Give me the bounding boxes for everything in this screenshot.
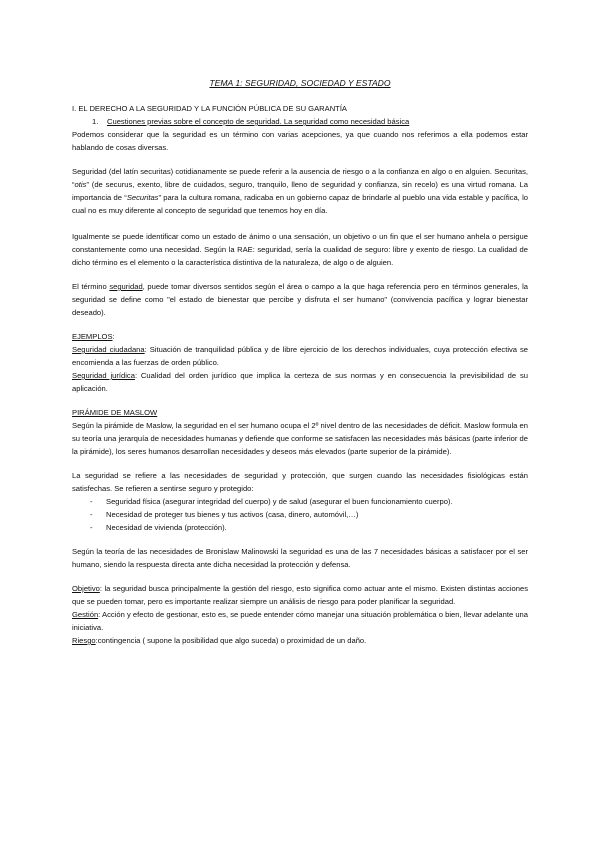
- paragraph-termino: [72, 280, 528, 319]
- text-run: :: [112, 332, 115, 341]
- example-label: Seguridad jurídica: [72, 371, 135, 380]
- paragraph-intro: Podemos considerar que la seguridad es un término con varias acepciones, ya que cuando nos referimos a ella podemos estar hablando de cosas diversas.: [72, 130, 528, 152]
- paragraph-proteccion: La seguridad se refiere a las necesidades de seguridad y protección, que surgen cuando las necesidades fisiológicas están satisfechas. Se refieren a sentirse seguro y protegido:: [72, 471, 528, 493]
- definition-objetivo: [72, 582, 528, 608]
- definition-label: Gestión: [72, 610, 99, 619]
- dash-bullet: -: [90, 510, 93, 519]
- definition-label: Objetivo: [72, 584, 100, 593]
- example-seguridad-juridica: [72, 369, 528, 395]
- text-run-italic: otis: [74, 180, 87, 189]
- text-run: Seguridad (del latín securitas) cotidianamente se puede referir a la ausencia de riesgo o a la confianza en algo o en alguien. Securitas, “: [72, 167, 528, 189]
- definition-text: : la seguridad busca principalmente la gestión del riesgo, esto significa como actuar ante el mismo. Existen distintas acciones que se pueden tomar, pero es importante realizar siempre un análisis de riesgo para poder planificar la seguridad.: [72, 584, 528, 606]
- ejemplos-heading: [72, 330, 528, 343]
- definition-riesgo: [72, 634, 528, 647]
- definition-label: Riesgo: [72, 636, 96, 645]
- definition-text: : Acción y efecto de gestionar, esto es, se puede entender cómo manejar una situación problemática o bien, llevar adelante una iniciativa.: [72, 610, 528, 632]
- example-seguridad-ciudadana: [72, 343, 528, 369]
- ejemplos-label: EJEMPLOS: [72, 332, 113, 341]
- paragraph-securitas: [72, 165, 528, 217]
- list-item-text: Seguridad física (asegurar integridad del cuerpo) y de salud (asegurar el buen funcionamiento cuerpo).: [106, 497, 453, 506]
- subsection-heading: [92, 115, 528, 128]
- document-title: TEMA 1: SEGURIDAD, SOCIEDAD Y ESTADO: [209, 78, 391, 88]
- text-run: ” para la cultura romana, radicaba en un gobierno capaz de brindarle al pueblo una vida estable y pacífica, lo cual no es muy diferente al concepto de seguridad que tenemos hoy en día.: [72, 193, 529, 215]
- text-run: ” (de securus, exento, libre de cuidados, seguro, tranquilo, lleno de seguridad y confianza, sin recelo) es una virtud romana. La importancia de “: [72, 180, 528, 202]
- list-item: [72, 521, 528, 534]
- maslow-heading: PIRÁMIDE DE MASLOW: [72, 408, 158, 417]
- dash-bullet: -: [90, 523, 93, 532]
- definition-text: :contingencia ( supone la posibilidad que algo suceda) o proximidad de un daño.: [95, 636, 367, 645]
- list-item-text: Necesidad de vivienda (protección).: [106, 523, 227, 532]
- text-run: , puede tomar diversos sentidos según el área o campo a la que haga referencia pero en términos generales, la seguridad se define como "el estado de bienestar que percibe y disfruta el ser humano" (convivencia pacífica y lograr bienestar deseado).: [72, 282, 528, 317]
- paragraph-malinowski: Según la teoría de las necesidades de Bronislaw Malinowski la seguridad es una de las 7 necesidades básicas a satisfacer por el ser humano, siendo la respuesta directa ante dicha necesidad la protección y defensa.: [72, 547, 528, 569]
- paragraph-estado-animo: Igualmente se puede identificar como un estado de ánimo o una sensación, un objetivo o un fin que el ser humano anhela o persigue constantemente como una necesidad. Según la RAE: seguridad, sería la cualidad de seguro: libre y exento de riesgo. La cualidad de dicho término es el elemento o la característica distintiva de la naturaleza, de algo o de alguien.: [72, 232, 528, 267]
- text-run: El término: [72, 282, 110, 291]
- list-item: [72, 495, 528, 508]
- dash-bullet: -: [90, 497, 93, 506]
- section-heading: I. EL DERECHO A LA SEGURIDAD Y LA FUNCIÓN PÚBLICA DE SU GARANTÍA: [72, 104, 348, 113]
- text-run-italic: Securitas: [126, 193, 159, 202]
- definition-gestion: [72, 608, 528, 634]
- paragraph-maslow: Según la pirámide de Maslow, la seguridad en el ser humano ocupa el 2º nivel dentro de las necesidades de déficit. Maslow formula en su teoría una jerarquía de necesidades humanas y defiende que conforme se satisfacen las necesidades más básicas (parte inferior de la pirámide), los seres humanos desarrollan necesidades y deseos más elevados (parte superior de la pirámide).: [72, 421, 528, 456]
- needs-list: [72, 495, 528, 534]
- document-page: [72, 78, 528, 647]
- subsection-number: 1.: [92, 117, 99, 126]
- subsection-title: Cuestiones previas sobre el concepto de seguridad. La seguridad como necesidad básica: [107, 117, 410, 126]
- example-label: Seguridad ciudadana: [72, 345, 145, 354]
- list-item: [72, 508, 528, 521]
- example-text: : Situación de tranquilidad pública y de libre ejercicio de los derechos individuales, cuya protección efectiva se encomienda a las fuerzas de orden público.: [72, 345, 529, 367]
- list-item-text: Necesidad de proteger tus bienes y tus activos (casa, dinero, automóvil,…): [106, 510, 359, 519]
- term-seguridad: seguridad: [109, 282, 143, 291]
- example-text: : Cualidad del orden jurídico que implica la certeza de sus normas y en consecuencia la previsibilidad de su aplicación.: [72, 371, 528, 393]
